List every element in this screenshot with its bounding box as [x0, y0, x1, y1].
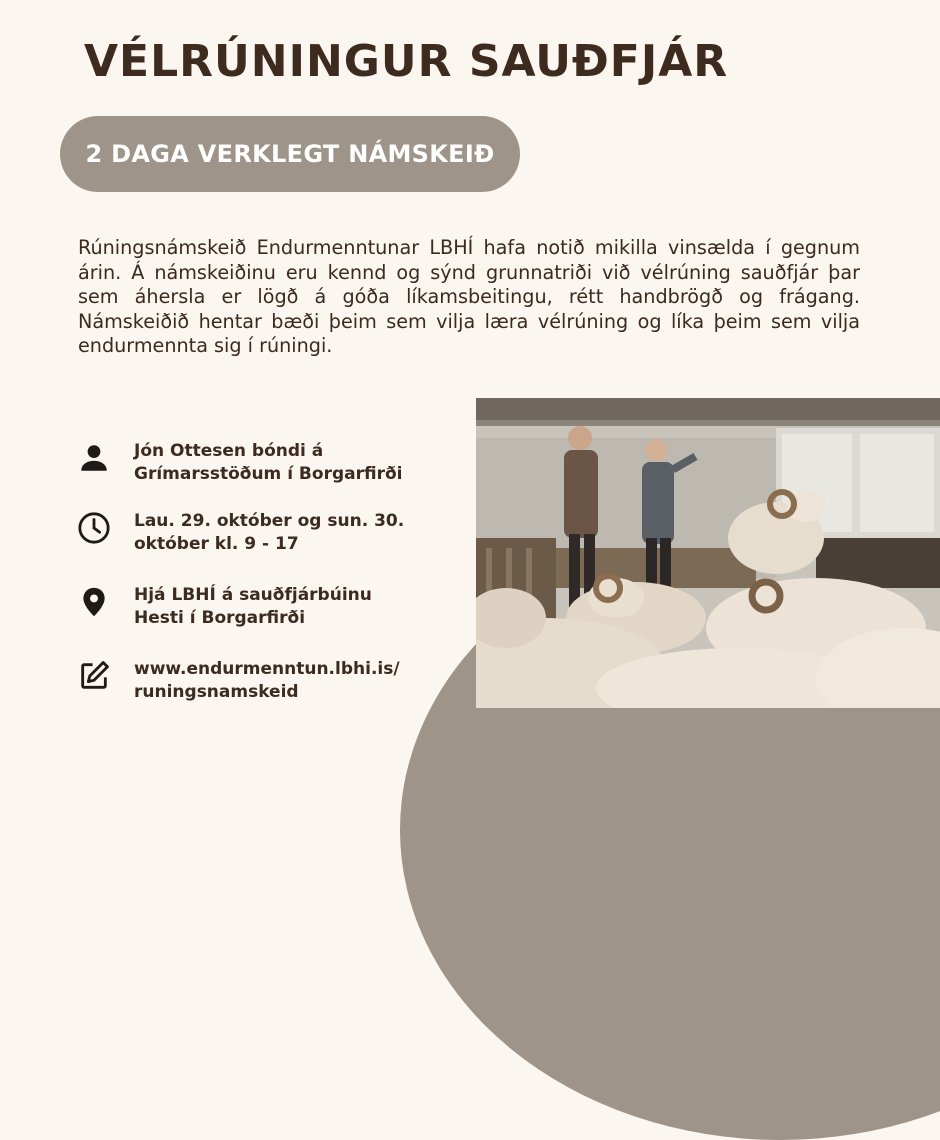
date-text [134, 510, 464, 556]
date-line-2: október kl. 9 - 17 [134, 534, 299, 554]
instructor-line-1: Jón Ottesen bóndi á [134, 441, 324, 461]
edit-icon [76, 658, 112, 694]
date-line-1: Lau. 29. október og sun. 30. [134, 511, 405, 531]
location-text [134, 584, 464, 630]
location-line-2: Hesti í Borgarfirði [134, 608, 306, 628]
website-line-1[interactable]: www.endurmenntun.lbhi.is/ [134, 659, 400, 679]
location-line-1: Hjá LBHÍ á sauðfjárbúinu [134, 585, 372, 605]
location-pin-icon [76, 584, 112, 620]
website-text[interactable] [134, 658, 464, 704]
instructor-line-2: Grímarsstöðum í Borgarfirði [134, 464, 403, 484]
instructor-row [76, 440, 403, 484]
page-title: VÉLRÚNINGUR SAUÐFJÁR [84, 36, 729, 87]
subtitle-badge [60, 116, 520, 192]
website-row [76, 658, 400, 702]
clock-icon [76, 510, 112, 546]
sheep-shearing-photo [476, 398, 940, 708]
date-row [76, 510, 405, 554]
person-icon [76, 440, 112, 476]
location-row [76, 584, 372, 628]
website-line-2[interactable]: runingsnamskeid [134, 682, 299, 702]
subtitle-text: 2 DAGA VERKLEGT NÁMSKEIÐ [85, 140, 495, 168]
instructor-text [134, 440, 464, 486]
course-description: Rúningsnámskeið Endurmenntunar LBHÍ hafa notið mikilla vinsælda í gegnum árin. Á námskeiðinu eru kennd og sýnd grunnatriði við vélrúning sauðfjár þar sem áhersla er lögð á góða líkamsbeitingu, rétt handbrögð og frágang. Námskeiðið hentar bæði þeim sem vilja læra vélrúning og líka þeim sem vilja endurmennta sig í rúningi. [78, 236, 860, 357]
